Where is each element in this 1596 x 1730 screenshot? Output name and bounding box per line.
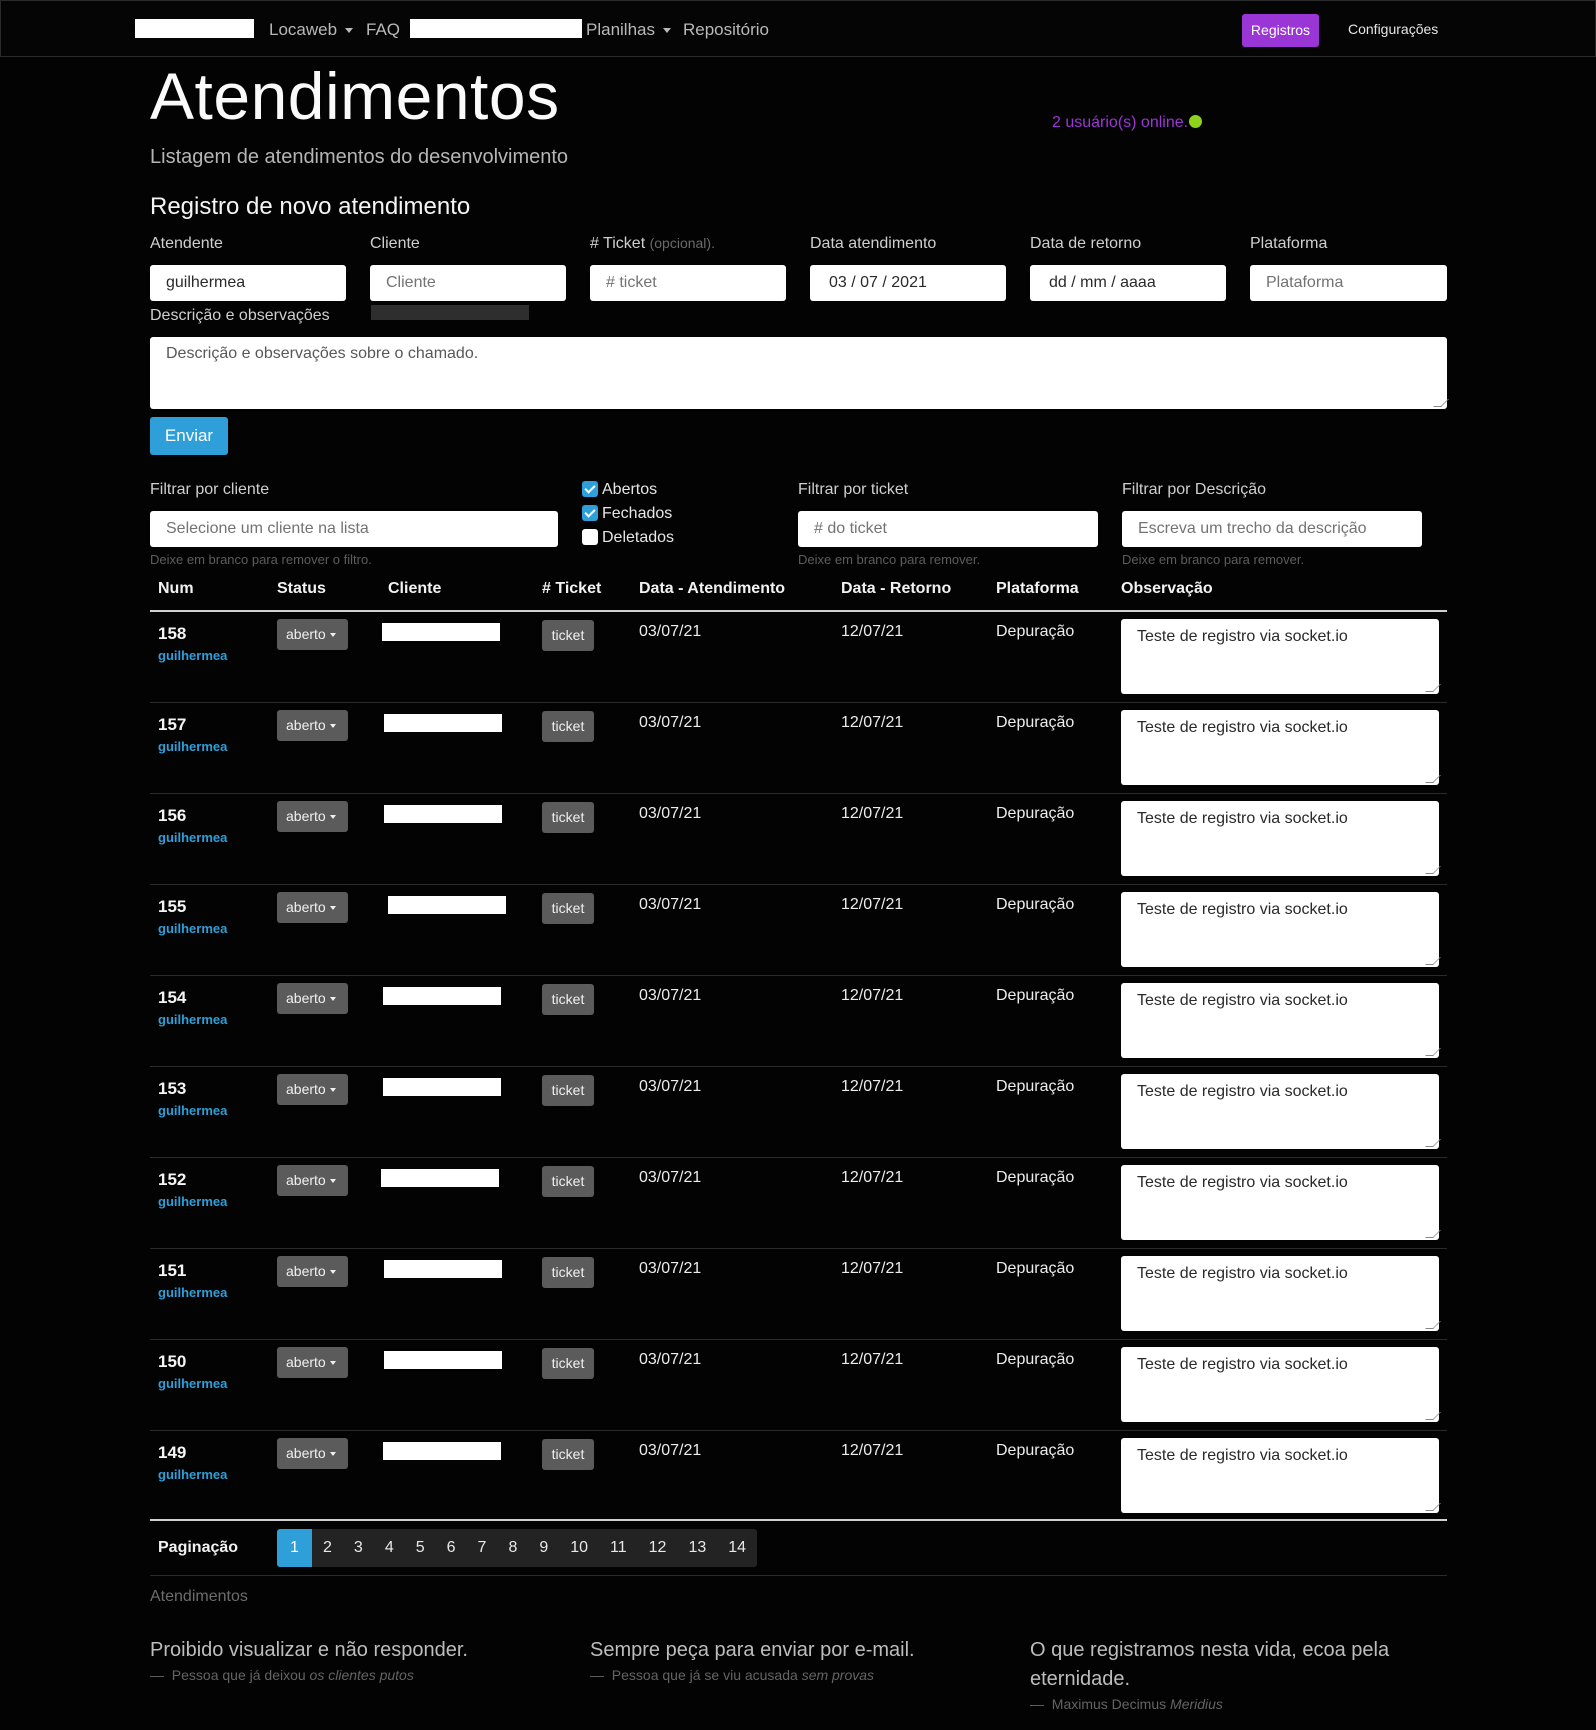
filtro-cliente-input[interactable]: Selecione um cliente na lista — [150, 511, 558, 547]
checkbox-unchecked-icon[interactable] — [582, 529, 598, 545]
row-data-retorno: 12/07/21 — [841, 1351, 904, 1368]
chevron-down-icon — [663, 28, 671, 33]
cliente-redacted — [383, 1442, 501, 1460]
status-dropdown[interactable] — [277, 1165, 348, 1196]
online-status-icon — [1189, 115, 1202, 128]
row-user-link[interactable]: guilhermea — [158, 648, 228, 663]
chevron-down-icon — [330, 1361, 336, 1365]
filtro-ticket-input[interactable]: # do ticket — [798, 511, 1098, 547]
status-label: aberto — [286, 1354, 326, 1370]
page-button[interactable]: 13 — [688, 1539, 707, 1556]
filtro-descricao-input[interactable]: Escreva um trecho da descrição — [1122, 511, 1422, 547]
page-button[interactable]: 11 — [610, 1539, 627, 1556]
footer-quote — [590, 1636, 980, 1683]
checkbox-deletados[interactable] — [582, 529, 674, 547]
quote-attribution: — Maximus Decimus Meridius — [1030, 1696, 1223, 1712]
atendente-label: Atendente — [150, 235, 223, 252]
th-cliente: Cliente — [388, 580, 442, 597]
row-plataforma: Depuração — [996, 1169, 1075, 1186]
cliente-label: Cliente — [370, 235, 420, 252]
ticket-button[interactable]: ticket — [542, 1257, 594, 1288]
observacao-textarea[interactable] — [1121, 710, 1439, 785]
chevron-down-icon — [330, 724, 336, 728]
page-button[interactable]: 12 — [648, 1539, 667, 1556]
filtro-cliente-hint: Deixe em branco para remover o filtro. — [150, 552, 372, 567]
resize-handle-icon[interactable] — [1425, 775, 1441, 783]
nav-repositorio-link[interactable]: Repositório — [683, 20, 769, 39]
th-data-atendimento: Data - Atendimento — [639, 580, 786, 597]
ticket-input[interactable]: # ticket — [590, 265, 786, 301]
quote-author: Pessoa que já se viu acusada — [611, 1667, 798, 1683]
row-num: 153 — [158, 1079, 187, 1098]
status-label: aberto — [286, 899, 326, 915]
row-num: 154 — [158, 988, 187, 1007]
plataforma-label: Plataforma — [1250, 235, 1328, 252]
enviar-button[interactable]: Enviar — [150, 417, 228, 455]
row-data-atendimento: 03/07/21 — [639, 1351, 702, 1368]
footer-quote — [1030, 1636, 1420, 1712]
row-data-atendimento: 03/07/21 — [639, 714, 702, 731]
status-dropdown[interactable] — [277, 619, 348, 650]
chevron-down-icon — [330, 1088, 336, 1092]
page-button[interactable]: 3 — [353, 1539, 363, 1556]
row-plataforma: Depuração — [996, 1351, 1075, 1368]
quote-author: Maximus Decimus — [1051, 1696, 1167, 1712]
status-label: aberto — [286, 717, 326, 733]
page-button[interactable]: 8 — [508, 1539, 518, 1556]
row-plataforma: Depuração — [996, 1260, 1075, 1277]
row-data-retorno: 12/07/21 — [841, 714, 904, 731]
page-button[interactable]: 6 — [446, 1539, 456, 1556]
footer-title: Atendimentos — [150, 1588, 248, 1605]
data-retorno-label: Data de retorno — [1030, 235, 1142, 252]
observacao-textarea[interactable] — [1121, 983, 1439, 1058]
status-label: aberto — [286, 990, 326, 1006]
ticket-button[interactable]: ticket — [542, 802, 594, 833]
row-user-link[interactable]: guilhermea — [158, 1467, 228, 1482]
chevron-down-icon — [330, 1452, 336, 1456]
resize-handle-icon[interactable] — [1425, 1412, 1441, 1420]
status-label: aberto — [286, 1263, 326, 1279]
status-dropdown[interactable] — [277, 983, 348, 1014]
observacao-text: Teste de registro via socket.io — [1137, 992, 1348, 1009]
nav-planilhas-dropdown[interactable] — [586, 20, 671, 40]
cliente-redacted — [384, 714, 502, 732]
cliente-redacted — [383, 1078, 501, 1096]
row-data-retorno: 12/07/21 — [841, 1442, 904, 1459]
status-dropdown[interactable] — [277, 1438, 348, 1469]
row-plataforma: Depuração — [996, 1078, 1075, 1095]
nav-locaweb-label: Locaweb — [269, 20, 338, 39]
status-dropdown[interactable] — [277, 1256, 348, 1287]
online-users-indicator — [1052, 114, 1202, 132]
observacao-textarea[interactable] — [1121, 1165, 1439, 1240]
observacao-text: Teste de registro via socket.io — [1137, 1083, 1348, 1100]
observacao-textarea[interactable] — [1121, 801, 1439, 876]
row-data-retorno: 12/07/21 — [841, 623, 904, 640]
data-retorno-input[interactable]: dd / mm / aaaa — [1030, 265, 1226, 301]
quote-text: Sempre peça para enviar por e-mail. — [590, 1639, 915, 1661]
resize-handle-icon[interactable] — [1433, 399, 1449, 407]
ticket-optional-text: (opcional). — [649, 235, 715, 251]
row-plataforma: Depuração — [996, 623, 1075, 640]
checkbox-deletados-label: Deletados — [602, 529, 675, 546]
table-row — [150, 1431, 1447, 1522]
checkbox-abertos-label: Abertos — [602, 481, 658, 498]
resize-handle-icon[interactable] — [1425, 1139, 1441, 1147]
row-num: 152 — [158, 1170, 187, 1189]
row-plataforma: Depuração — [996, 987, 1075, 1004]
quote-attribution: — Pessoa que já deixou os clientes putos — [150, 1667, 414, 1683]
cliente-redacted — [384, 805, 502, 823]
page-button[interactable]: 9 — [539, 1539, 549, 1556]
row-plataforma: Depuração — [996, 714, 1075, 731]
row-data-retorno: 12/07/21 — [841, 987, 904, 1004]
observacao-textarea[interactable] — [1121, 1438, 1439, 1513]
row-user-link[interactable]: guilhermea — [158, 1285, 228, 1300]
cliente-input[interactable]: Cliente — [370, 265, 566, 301]
cliente-redacted — [384, 1351, 502, 1369]
filtro-cliente-label: Filtrar por cliente — [150, 481, 270, 498]
row-user-link[interactable]: guilhermea — [158, 1103, 228, 1118]
filtro-ticket-label: Filtrar por ticket — [798, 481, 909, 498]
observacao-text: Teste de registro via socket.io — [1137, 628, 1348, 645]
quote-source: os clientes putos — [309, 1667, 414, 1683]
cliente-redacted — [388, 896, 506, 914]
quote-source: sem provas — [801, 1667, 875, 1683]
row-user-link[interactable]: guilhermea — [158, 739, 228, 754]
observacao-text: Teste de registro via socket.io — [1137, 719, 1348, 736]
row-data-atendimento: 03/07/21 — [639, 1169, 702, 1186]
table-row — [150, 1067, 1447, 1158]
row-num: 149 — [158, 1443, 187, 1462]
descricao-label: Descrição e observações — [150, 307, 330, 324]
table-row — [150, 1340, 1447, 1431]
navbar — [0, 0, 1596, 57]
page-button[interactable]: 4 — [384, 1539, 394, 1556]
observacao-text: Teste de registro via socket.io — [1137, 901, 1348, 918]
data-atendimento-label: Data atendimento — [810, 235, 937, 252]
row-data-atendimento: 03/07/21 — [639, 1442, 702, 1459]
resize-handle-icon[interactable] — [1425, 957, 1441, 965]
th-num: Num — [158, 580, 194, 597]
observacao-text: Teste de registro via socket.io — [1137, 1174, 1348, 1191]
chevron-down-icon — [330, 1179, 336, 1183]
chevron-down-icon — [330, 906, 336, 910]
ticket-label — [590, 235, 715, 253]
chevron-down-icon — [330, 997, 336, 1001]
plataforma-input[interactable]: Plataforma — [1250, 265, 1447, 301]
row-data-atendimento: 03/07/21 — [639, 896, 702, 913]
page-button[interactable]: 2 — [323, 1539, 332, 1556]
status-dropdown[interactable] — [277, 710, 348, 741]
ticket-button[interactable]: ticket — [542, 620, 594, 651]
resize-handle-icon[interactable] — [1425, 684, 1441, 692]
observacao-text: Teste de registro via socket.io — [1137, 810, 1348, 827]
th-plataforma: Plataforma — [996, 580, 1079, 597]
th-data-retorno: Data - Retorno — [841, 580, 952, 597]
row-data-atendimento: 03/07/21 — [639, 987, 702, 1004]
row-user-link[interactable]: guilhermea — [158, 1376, 228, 1391]
row-num: 155 — [158, 897, 187, 916]
table-row — [150, 703, 1447, 794]
status-dropdown[interactable] — [277, 892, 348, 923]
ticket-button[interactable]: ticket — [542, 1439, 594, 1470]
chevron-down-icon — [330, 815, 336, 819]
resize-handle-icon[interactable] — [1425, 1048, 1441, 1056]
pagination — [277, 1529, 757, 1567]
row-user-link[interactable]: guilhermea — [158, 830, 228, 845]
observacao-textarea[interactable] — [1121, 1256, 1439, 1331]
row-data-atendimento: 03/07/21 — [639, 805, 702, 822]
nav-faq-link[interactable]: FAQ — [366, 20, 401, 39]
row-data-retorno: 12/07/21 — [841, 1260, 904, 1277]
status-dropdown[interactable] — [277, 1347, 348, 1378]
observacao-text: Teste de registro via socket.io — [1137, 1356, 1348, 1373]
filtro-descricao-label: Filtrar por Descrição — [1122, 481, 1267, 498]
table-row — [150, 976, 1447, 1067]
nav-registros-button[interactable]: Registros — [1242, 14, 1319, 47]
row-num: 150 — [158, 1352, 187, 1371]
page-button-active[interactable]: 1 — [277, 1529, 312, 1567]
filtro-ticket-hint: Deixe em branco para remover. — [798, 552, 981, 567]
checkbox-abertos[interactable] — [582, 481, 657, 499]
cliente-suggestion-bar — [371, 305, 529, 320]
row-data-atendimento: 03/07/21 — [639, 1260, 702, 1277]
status-label: aberto — [286, 1445, 326, 1461]
row-user-link[interactable]: guilhermea — [158, 921, 228, 936]
checkbox-checked-icon[interactable] — [582, 481, 598, 497]
row-plataforma: Depuração — [996, 896, 1075, 913]
quote-text: O que registramos nesta vida, ecoa pela eternidade. — [1030, 1639, 1390, 1690]
th-ticket: # Ticket — [542, 580, 602, 597]
th-observacao: Observação — [1121, 580, 1213, 597]
table-row — [150, 1249, 1447, 1340]
table-row — [150, 794, 1447, 885]
table-row — [150, 1158, 1447, 1249]
observacao-textarea[interactable] — [1121, 619, 1439, 694]
quote-attribution: — Pessoa que já se viu acusada sem provas — [590, 1667, 875, 1683]
nav-locaweb-dropdown[interactable] — [269, 20, 353, 40]
row-user-link[interactable]: guilhermea — [158, 1012, 228, 1027]
chevron-down-icon — [345, 28, 353, 33]
data-atendimento-input[interactable]: 03 / 07 / 2021 — [810, 265, 1006, 301]
brand-logo-redacted[interactable] — [135, 19, 254, 38]
status-label: aberto — [286, 626, 326, 642]
ticket-button[interactable]: ticket — [542, 984, 594, 1015]
page-button[interactable]: 10 — [570, 1539, 589, 1556]
footer-quote — [150, 1636, 540, 1683]
row-data-retorno: 12/07/21 — [841, 1078, 904, 1095]
ticket-button[interactable]: ticket — [542, 1348, 594, 1379]
quote-text: Proibido visualizar e não responder. — [150, 1639, 468, 1661]
resize-handle-icon[interactable] — [1425, 1503, 1441, 1511]
ticket-button[interactable]: ticket — [542, 1075, 594, 1106]
row-data-retorno: 12/07/21 — [841, 896, 904, 913]
ticket-button[interactable]: ticket — [542, 1166, 594, 1197]
row-data-retorno: 12/07/21 — [841, 805, 904, 822]
online-users-text: 2 usuário(s) online. — [1052, 114, 1189, 131]
row-num: 151 — [158, 1261, 187, 1280]
cliente-redacted — [381, 1169, 499, 1187]
quote-author: Pessoa que já deixou — [171, 1667, 306, 1683]
observacao-textarea[interactable] — [1121, 1074, 1439, 1149]
row-data-atendimento: 03/07/21 — [639, 1078, 702, 1095]
chevron-down-icon — [330, 1270, 336, 1274]
checkbox-fechados-label: Fechados — [602, 505, 673, 522]
status-label: aberto — [286, 1172, 326, 1188]
status-dropdown[interactable] — [277, 801, 348, 832]
form-section-title: Registro de novo atendimento — [150, 193, 471, 220]
row-num: 157 — [158, 715, 187, 734]
row-data-retorno: 12/07/21 — [841, 1169, 904, 1186]
table-row — [150, 612, 1447, 703]
row-data-atendimento: 03/07/21 — [639, 623, 702, 640]
nav-link-redacted[interactable] — [410, 19, 582, 38]
observacao-textarea[interactable] — [1121, 892, 1439, 967]
page-button[interactable]: 14 — [728, 1539, 747, 1556]
page-button[interactable]: 5 — [415, 1539, 425, 1556]
filtro-descricao-hint: Deixe em branco para remover. — [1122, 552, 1305, 567]
resize-handle-icon[interactable] — [1425, 1321, 1441, 1329]
row-plataforma: Depuração — [996, 805, 1075, 822]
pagination-label: Paginação — [158, 1539, 239, 1556]
observacao-text: Teste de registro via socket.io — [1137, 1447, 1348, 1464]
row-user-link[interactable]: guilhermea — [158, 1194, 228, 1209]
ticket-button[interactable]: ticket — [542, 893, 594, 924]
row-num: 156 — [158, 806, 187, 825]
cliente-redacted — [384, 1260, 502, 1278]
status-dropdown[interactable] — [277, 1074, 348, 1105]
status-label: aberto — [286, 808, 326, 824]
row-plataforma: Depuração — [996, 1442, 1075, 1459]
table-row — [150, 885, 1447, 976]
nav-configuracoes-link[interactable]: Configurações — [1348, 21, 1439, 37]
descricao-textarea[interactable] — [150, 337, 1447, 409]
row-num: 158 — [158, 624, 187, 643]
checkbox-fechados[interactable] — [582, 505, 672, 523]
cliente-redacted — [382, 623, 500, 641]
resize-handle-icon[interactable] — [1425, 1230, 1441, 1238]
ticket-button[interactable]: ticket — [542, 711, 594, 742]
footer-divider — [150, 1575, 1447, 1576]
status-label: aberto — [286, 1081, 326, 1097]
observacao-textarea[interactable] — [1121, 1347, 1439, 1422]
page-button[interactable]: 7 — [477, 1539, 487, 1556]
descricao-placeholder: Descrição e observações sobre o chamado. — [166, 345, 479, 362]
checkbox-checked-icon[interactable] — [582, 505, 598, 521]
ticket-label-text: # Ticket — [590, 235, 646, 252]
resize-handle-icon[interactable] — [1425, 866, 1441, 874]
th-status: Status — [277, 580, 326, 597]
cliente-redacted — [383, 987, 501, 1005]
observacao-text: Teste de registro via socket.io — [1137, 1265, 1348, 1282]
page-title: Atendimentos — [150, 59, 560, 133]
page-subtitle: Listagem de atendimentos do desenvolvimento — [150, 146, 569, 168]
atendente-input[interactable]: guilhermea — [150, 265, 346, 301]
table-footer-divider — [150, 1519, 1447, 1521]
quote-source: Meridius — [1170, 1696, 1223, 1712]
nav-planilhas-label: Planilhas — [586, 20, 655, 39]
chevron-down-icon — [330, 633, 336, 637]
